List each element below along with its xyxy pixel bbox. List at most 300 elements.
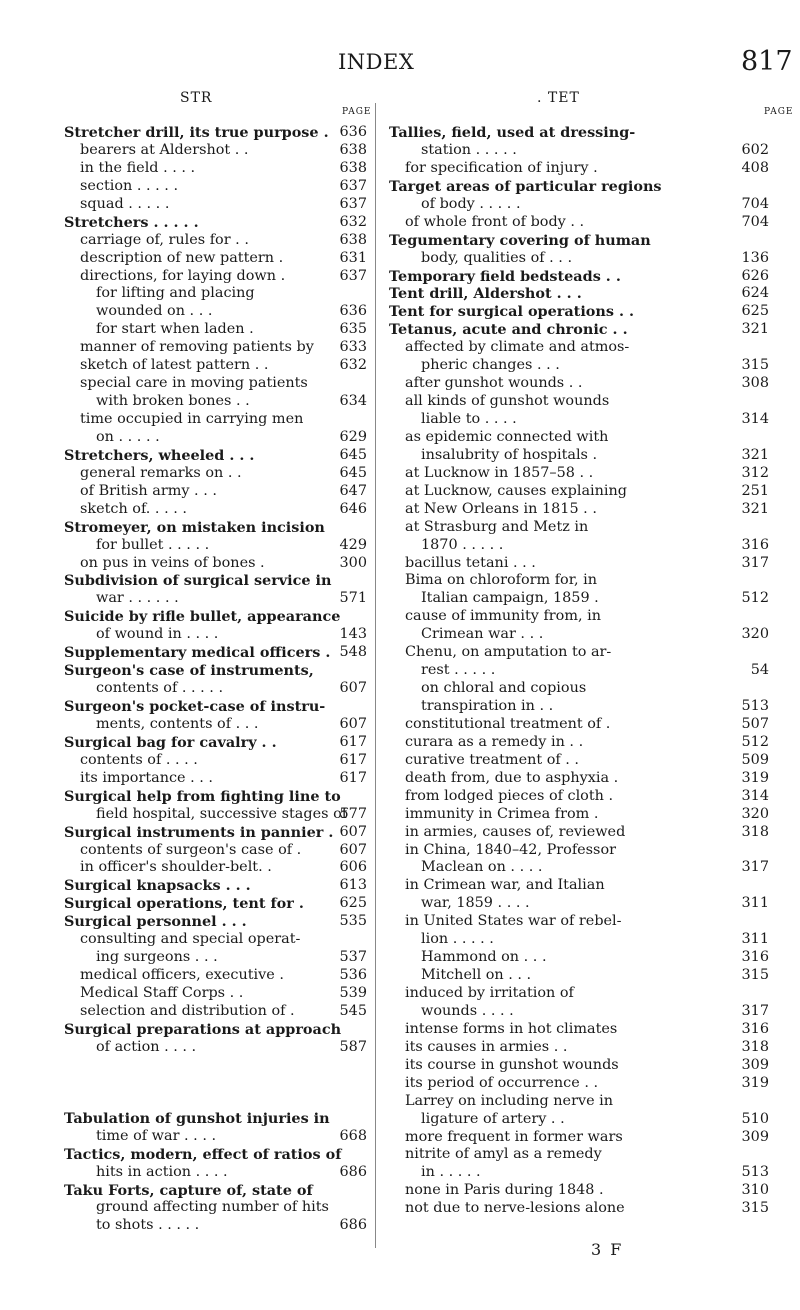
index-entry-text: its importance . . . <box>80 769 214 786</box>
index-entry <box>389 877 791 895</box>
index-entry-page: 632 <box>339 213 367 230</box>
index-entry-text: contents of . . . . . <box>96 680 224 697</box>
index-entry-text: of wound in . . . . <box>96 626 219 643</box>
index-entry <box>64 824 370 842</box>
index-entry-page: 300 <box>339 554 367 571</box>
index-entry-text: consulting and special operat- <box>80 931 301 948</box>
index-entry-text: immunity in Crimea from . <box>405 805 599 822</box>
index-entry-text: wounds . . . . <box>421 1002 514 1019</box>
index-entry-text: squad . . . . . <box>80 195 170 212</box>
index-entry-page: 320 <box>741 805 769 822</box>
index-entry <box>389 859 791 877</box>
signature-mark: 3 F <box>591 1240 624 1259</box>
index-entry <box>64 895 370 913</box>
index-entry-page: 316 <box>741 536 769 553</box>
index-entry-text: lion . . . . . <box>421 931 494 948</box>
index-entry <box>389 321 791 339</box>
index-entry-page: 613 <box>339 877 367 894</box>
index-entry <box>389 1146 791 1164</box>
index-entry-text: in . . . . . <box>421 1164 481 1181</box>
index-entry-page: 617 <box>339 733 367 750</box>
index-entry <box>64 716 370 734</box>
index-entry-page: 319 <box>741 1074 769 1091</box>
index-entry-page: 512 <box>741 590 769 607</box>
index-entry-text: constitutional treatment of . <box>405 715 611 732</box>
index-entry <box>389 824 791 842</box>
index-entry-page: 251 <box>741 482 769 499</box>
index-entry <box>64 393 370 411</box>
index-entry <box>389 1182 791 1200</box>
index-entry-text: nitrite of amyl as a remedy <box>405 1146 602 1163</box>
index-entry <box>389 1075 791 1093</box>
index-entry-page: 626 <box>741 267 769 284</box>
index-entry-text: manner of removing patients by <box>80 339 314 356</box>
index-entry <box>64 1217 370 1235</box>
index-entry-page: 545 <box>339 1002 367 1019</box>
index-entry <box>389 680 791 698</box>
index-entry <box>64 931 370 949</box>
index-entry <box>389 572 791 590</box>
index-entry-page: 507 <box>741 715 769 732</box>
index-entry-text: Tactics, modern, effect of ratios of <box>64 1145 342 1163</box>
index-entry <box>389 752 791 770</box>
index-entry <box>389 268 791 286</box>
index-entry <box>389 895 791 913</box>
left-index-column <box>64 124 370 1235</box>
index-entry <box>64 590 370 608</box>
index-entry <box>389 1129 791 1147</box>
index-entry-text: ing surgeons . . . <box>96 949 218 966</box>
index-entry-text: in United States war of rebel- <box>405 913 622 930</box>
index-entry-text: at New Orleans in 1815 . . <box>405 500 597 517</box>
index-entry-page: 311 <box>741 931 769 948</box>
index-entry-page: 536 <box>339 967 367 984</box>
index-entry-page: 638 <box>339 141 367 158</box>
index-entry <box>64 232 370 250</box>
index-entry-text: on . . . . . <box>96 428 160 445</box>
index-entry-page: 686 <box>339 1217 367 1234</box>
index-entry <box>389 662 791 680</box>
index-entry <box>64 967 370 985</box>
index-entry <box>389 375 791 393</box>
index-entry-page: 636 <box>339 124 367 140</box>
index-entry <box>389 1093 791 1111</box>
index-entry-text: curative treatment of . . <box>405 751 580 768</box>
index-entry-page: 632 <box>339 357 367 374</box>
index-entry <box>64 124 370 142</box>
index-entry-page: 318 <box>741 1038 769 1055</box>
index-entry-page: 634 <box>339 393 367 410</box>
index-entry-text: to shots . . . . . <box>96 1217 200 1234</box>
index-entry-page: 577 <box>339 805 367 822</box>
index-entry <box>64 411 370 429</box>
index-entry <box>389 788 791 806</box>
index-entry-text: Subdivision of surgical service in <box>64 572 332 590</box>
index-entry-page: 645 <box>339 464 367 481</box>
index-entry <box>389 1003 791 1021</box>
index-entry-text: Surgical instruments in pannier . <box>64 823 334 841</box>
index-entry <box>64 680 370 698</box>
index-entry <box>64 608 370 626</box>
index-entry-page: 314 <box>741 787 769 804</box>
index-entry-text: induced by irritation of <box>405 985 574 1001</box>
index-entry-page: 539 <box>339 985 367 1001</box>
index-entry-text: general remarks on . . <box>80 464 242 481</box>
index-entry <box>64 429 370 447</box>
index-entry-text: death from, due to asphyxia . <box>405 769 619 786</box>
index-entry <box>389 806 791 824</box>
index-entry <box>64 859 370 877</box>
index-entry-text: for lifting and placing <box>96 285 255 302</box>
index-entry-text: Stretcher drill, its true purpose . <box>64 124 329 141</box>
index-entry-text: Suicide by rifle bullet, appearance <box>64 608 341 626</box>
index-entry-text: rest . . . . . <box>421 662 496 679</box>
index-entry-page: 629 <box>339 428 367 445</box>
index-entry-page: 316 <box>741 949 769 966</box>
index-entry-text: ligature of artery . . <box>421 1110 565 1127</box>
index-entry-text: Chenu, on amputation to ar- <box>405 644 612 661</box>
index-entry-text: Surgical personnel . . . <box>64 913 247 931</box>
index-entry <box>389 716 791 734</box>
index-entry <box>64 806 370 824</box>
index-entry-page: 625 <box>741 303 769 320</box>
index-entry <box>389 196 791 214</box>
index-entry <box>64 698 370 716</box>
index-entry <box>64 375 370 393</box>
index-entry-text: bacillus tetani . . . <box>405 554 536 571</box>
index-entry <box>64 285 370 303</box>
index-entry-text: more frequent in former wars <box>405 1128 623 1145</box>
index-entry-text: Italian campaign, 1859 . <box>421 590 599 607</box>
index-entry <box>64 949 370 967</box>
index-entry-page: 317 <box>741 1002 769 1019</box>
index-entry <box>389 339 791 357</box>
index-entry-page: 315 <box>741 357 769 374</box>
index-entry-text: curara as a remedy in . . <box>405 733 584 750</box>
index-entry-text: Stromeyer, on mistaken incision <box>64 518 325 536</box>
index-entry <box>64 483 370 501</box>
index-entry-page: 668 <box>339 1127 367 1144</box>
index-entry <box>389 178 791 196</box>
index-entry-text: description of new pattern . <box>80 249 284 266</box>
index-entry-page: 513 <box>741 698 769 714</box>
index-entry <box>64 268 370 286</box>
index-entry-text: ments, contents of . . . <box>96 715 259 732</box>
index-entry-text: war, 1859 . . . . <box>421 895 530 912</box>
index-entry <box>389 160 791 178</box>
index-entry-text: contents of . . . . <box>80 751 198 768</box>
index-entry <box>64 572 370 590</box>
index-entry <box>389 1200 791 1218</box>
index-entry-text: Maclean on . . . . <box>421 859 543 876</box>
index-entry <box>64 644 370 662</box>
index-entry <box>64 1003 370 1021</box>
index-entry <box>64 555 370 573</box>
index-entry-text: of action . . . . <box>96 1038 197 1055</box>
index-entry-text: in the field . . . . <box>80 159 196 176</box>
index-entry-text: time occupied in carrying men <box>80 411 304 427</box>
index-entry-page: 638 <box>339 231 367 248</box>
index-entry-page: 310 <box>741 1182 769 1199</box>
left-page-label: PAGE <box>342 107 372 117</box>
index-entry-text: medical officers, executive . <box>80 967 284 984</box>
index-entry-text: station . . . . . <box>421 141 517 158</box>
index-entry <box>64 1146 370 1164</box>
index-entry <box>389 519 791 537</box>
index-entry-text: Temporary field bedsteads . . <box>389 267 621 285</box>
index-entry-text: intense forms in hot climates <box>405 1020 618 1037</box>
index-entry-page: 54 <box>750 662 769 679</box>
right-index-column <box>389 124 791 1218</box>
index-entry-page: 312 <box>741 464 769 481</box>
index-entry-text: of body . . . . . <box>421 195 521 212</box>
index-entry-page: 607 <box>339 715 367 732</box>
index-entry-text: its course in gunshot wounds <box>405 1056 619 1073</box>
index-entry <box>389 501 791 519</box>
index-entry <box>64 913 370 931</box>
index-entry-page: 686 <box>339 1163 367 1180</box>
index-entry-text: with broken bones . . <box>96 393 250 410</box>
index-entry-text: not due to nerve-lesions alone <box>405 1200 625 1217</box>
index-entry-page: 638 <box>339 159 367 176</box>
index-entry-page: 617 <box>339 769 367 786</box>
index-entry-text: Surgical preparations at approach <box>64 1020 342 1038</box>
index-entry-text: on pus in veins of bones . <box>80 554 265 571</box>
index-entry-page: 315 <box>741 1200 769 1217</box>
index-entry-page: 308 <box>741 375 769 392</box>
index-entry-text: liable to . . . . <box>421 411 517 427</box>
index-entry <box>389 232 791 250</box>
index-entry-text: Tetanus, acute and chronic . . <box>389 321 628 339</box>
index-entry-text: Bima on chloroform for, in <box>405 572 598 589</box>
index-entry-text: cause of immunity from, in <box>405 608 602 625</box>
index-entry-text: Mitchell on . . . <box>421 967 532 984</box>
index-entry-text: in Crimean war, and Italian <box>405 877 605 894</box>
index-entry <box>389 124 791 142</box>
index-entry-page: 647 <box>339 482 367 499</box>
index-entry-page: 408 <box>741 159 769 176</box>
index-entry-text: affected by climate and atmos- <box>405 339 630 356</box>
index-entry-page: 317 <box>741 554 769 571</box>
index-entry <box>389 393 791 411</box>
index-entry-page: 429 <box>339 536 367 553</box>
index-entry-page: 704 <box>741 195 769 212</box>
index-entry-text: at Lucknow in 1857–58 . . <box>405 464 594 481</box>
index-entry-text: for specification of injury . <box>405 159 598 176</box>
index-entry-page: 321 <box>741 446 769 463</box>
index-entry-text: transpiration in . . <box>421 698 554 714</box>
index-entry-text: Stretchers . . . . . <box>64 213 199 231</box>
index-entry <box>389 214 791 232</box>
index-entry <box>64 1057 370 1110</box>
index-entry <box>64 178 370 196</box>
index-entry <box>389 555 791 573</box>
index-entry-text: at Lucknow, causes explaining <box>405 482 627 499</box>
index-entry <box>389 465 791 483</box>
index-entry <box>389 644 791 662</box>
index-entry <box>389 357 791 375</box>
index-entry-page: 637 <box>339 267 367 284</box>
index-entry-text: after gunshot wounds . . <box>405 375 583 392</box>
index-entry-page: 535 <box>339 913 367 930</box>
index-entry <box>389 770 791 788</box>
index-entry <box>64 1039 370 1057</box>
index-entry <box>389 608 791 626</box>
index-entry-page: 606 <box>339 859 367 876</box>
index-entry-text: 1870 . . . . . <box>421 536 504 553</box>
index-entry <box>389 985 791 1003</box>
index-entry-text: Surgical operations, tent for . <box>64 895 304 913</box>
index-entry <box>64 770 370 788</box>
index-entry-text: bearers at Aldershot . . <box>80 141 249 158</box>
index-entry-page: 607 <box>339 680 367 697</box>
index-entry-text: time of war . . . . <box>96 1127 217 1144</box>
index-entry <box>64 626 370 644</box>
index-entry <box>64 250 370 268</box>
index-entry <box>64 734 370 752</box>
index-entry <box>64 752 370 770</box>
page-title: INDEX <box>338 50 415 74</box>
index-entry-page: 548 <box>339 644 367 661</box>
index-entry <box>389 429 791 447</box>
index-entry-page: 607 <box>339 823 367 840</box>
index-entry <box>64 339 370 357</box>
index-entry-text: Taku Forts, capture of, state of <box>64 1181 313 1199</box>
index-entry <box>64 196 370 214</box>
index-entry <box>389 1057 791 1075</box>
index-entry-page: 637 <box>339 195 367 212</box>
index-entry-text: on chloral and copious <box>421 680 587 697</box>
index-entry-text: for start when laden . <box>96 321 254 338</box>
index-entry-text: none in Paris during 1848 . <box>405 1182 604 1199</box>
index-entry-page: 636 <box>339 303 367 320</box>
index-entry-text: Target areas of particular regions <box>389 177 662 195</box>
index-entry-text: Tabulation of gunshot injuries in <box>64 1109 330 1127</box>
index-entry <box>389 590 791 608</box>
page-number: 817 <box>741 46 793 77</box>
index-entry-text: Tallies, field, used at dressing- <box>389 124 636 141</box>
index-entry-text: of whole front of body . . <box>405 213 585 230</box>
page-header <box>0 32 800 77</box>
index-entry <box>389 734 791 752</box>
index-entry-text: directions, for laying down . <box>80 267 286 284</box>
index-entry-text: for bullet . . . . . <box>96 536 210 553</box>
index-entry <box>64 537 370 555</box>
index-entry-page: 617 <box>339 751 367 768</box>
index-entry <box>389 1021 791 1039</box>
index-entry-text: in China, 1840–42, Professor <box>405 841 616 858</box>
index-entry <box>64 321 370 339</box>
index-entry-page: 309 <box>741 1056 769 1073</box>
index-entry <box>64 985 370 1003</box>
index-entry <box>64 788 370 806</box>
index-entry <box>389 1111 791 1129</box>
index-entry-page: 633 <box>339 339 367 356</box>
index-entry <box>389 1164 791 1182</box>
index-entry <box>389 285 791 303</box>
index-entry-page: 512 <box>741 733 769 750</box>
index-entry-text: in officer's shoulder-belt. . <box>80 859 272 876</box>
index-entry-text: Medical Staff Corps . . <box>80 985 244 1001</box>
index-entry-page: 704 <box>741 213 769 230</box>
index-entry <box>64 877 370 895</box>
index-entry <box>64 142 370 160</box>
index-entry-page: 513 <box>741 1164 769 1181</box>
index-entry-text: carriage of, rules for . . <box>80 231 249 248</box>
index-entry <box>64 1128 370 1146</box>
index-entry-page: 143 <box>339 626 367 643</box>
index-entry-page: 607 <box>339 841 367 858</box>
index-entry-text: wounded on . . . <box>96 303 213 320</box>
index-entry-text: Surgical knapsacks . . . <box>64 877 251 895</box>
index-entry-text: sketch of latest pattern . . <box>80 357 269 374</box>
index-entry-text: Tent for surgical operations . . <box>389 303 634 321</box>
index-entry-text: Tegumentary covering of human <box>389 231 651 249</box>
index-entry-text: selection and distribution of . <box>80 1002 295 1019</box>
index-entry-page: 314 <box>741 411 769 427</box>
index-entry-page: 317 <box>741 859 769 876</box>
index-entry-text: Larrey on including nerve in <box>405 1092 614 1109</box>
index-entry <box>64 303 370 321</box>
index-entry <box>389 250 791 268</box>
index-entry <box>389 483 791 501</box>
index-entry <box>64 447 370 465</box>
index-entry <box>64 1164 370 1182</box>
index-entry-text: its period of occurrence . . <box>405 1074 599 1091</box>
index-entry <box>389 447 791 465</box>
index-entry-page: 510 <box>741 1110 769 1127</box>
index-entry-page: 309 <box>741 1128 769 1145</box>
index-entry-page: 602 <box>741 141 769 158</box>
index-entry <box>64 160 370 178</box>
index-entry <box>64 842 370 860</box>
index-entry-page: 646 <box>339 500 367 517</box>
right-page-label: PAGE <box>764 107 794 117</box>
left-column-heading: STR <box>180 90 213 106</box>
index-entry-page: 321 <box>741 321 769 338</box>
index-entry-text: Surgeon's case of instruments, <box>64 662 314 680</box>
index-entry-text: Surgical bag for cavalry . . <box>64 733 277 751</box>
index-entry <box>389 411 791 429</box>
index-entry <box>389 842 791 860</box>
index-entry-page: 319 <box>741 769 769 786</box>
index-entry-text: Supplementary medical officers . <box>64 644 331 662</box>
index-entry-text: insalubrity of hospitals . <box>421 446 598 463</box>
index-entry-page: 631 <box>339 249 367 266</box>
index-entry <box>64 662 370 680</box>
index-entry-text: Surgeon's pocket-case of instru- <box>64 698 326 715</box>
index-entry-page: 509 <box>741 751 769 768</box>
column-divider <box>375 103 376 1248</box>
index-entry-text: ground affecting number of hits <box>96 1199 329 1216</box>
index-entry-text: field hospital, successive stages of <box>96 805 348 822</box>
index-entry <box>64 214 370 232</box>
index-entry-page: 624 <box>741 285 769 302</box>
index-entry-text: hits in action . . . . <box>96 1163 228 1180</box>
index-entry-text: Stretchers, wheeled . . . <box>64 446 255 464</box>
index-entry-page: 537 <box>339 949 367 966</box>
index-entry <box>64 501 370 519</box>
index-entry-page: 320 <box>741 626 769 643</box>
index-entry-text: body, qualities of . . . <box>421 249 573 266</box>
index-entry-text: war . . . . . . <box>96 590 179 607</box>
index-entry <box>389 967 791 985</box>
index-entry <box>389 931 791 949</box>
index-entry-text: Hammond on . . . <box>421 949 547 966</box>
index-entry <box>389 303 791 321</box>
index-entry-page: 311 <box>741 895 769 912</box>
index-entry <box>64 1199 370 1217</box>
